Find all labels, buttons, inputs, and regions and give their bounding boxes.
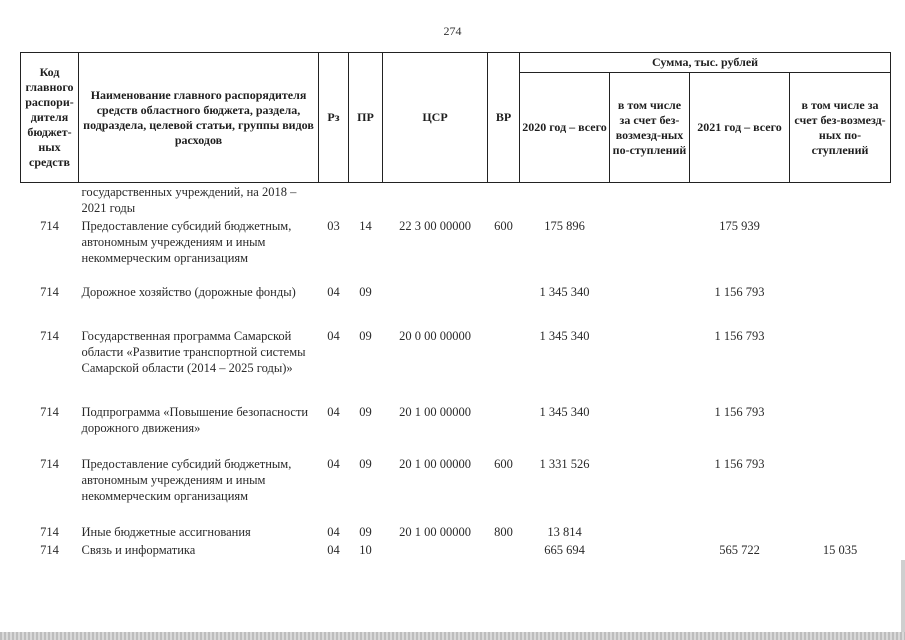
- cell-2021-total: [690, 183, 790, 218]
- cell-2020-free: [610, 523, 690, 541]
- cell-pr: 09: [359, 457, 372, 471]
- cell-code: 714: [40, 329, 59, 343]
- cell-rz: [319, 183, 349, 218]
- cell-pr: 10: [359, 543, 372, 557]
- cell-2020-total: 1 345 340: [539, 405, 590, 419]
- cell-2020-total: 13 814: [547, 525, 582, 539]
- cell-csr: 20 1 00 00000: [399, 405, 471, 419]
- table-row: [21, 217, 891, 283]
- cell-name: Связь и информатика: [81, 543, 196, 557]
- cell-code: 714: [40, 405, 59, 419]
- cell-rz: 04: [327, 285, 340, 299]
- cell-rz: 04: [327, 405, 340, 419]
- cell-code: 714: [40, 543, 59, 557]
- cell-2020-free: [610, 541, 690, 559]
- header-2021-free: в том числе за счет без-возмезд-ных по-ступлений: [790, 73, 891, 183]
- cell-vr: [488, 541, 520, 559]
- cell-name: Предоставление субсидий бюджетным, автономным учреждениям и иным некоммерческим организациям: [81, 457, 292, 503]
- cell-name: Подпрограмма «Повышение безопасности дорожного движения»: [81, 405, 309, 435]
- header-rz: Рз: [319, 53, 349, 183]
- cell-2020-free: [610, 403, 690, 455]
- cell-name: государственных учреждений, на 2018 – 2021 годы: [81, 185, 297, 215]
- cell-csr: [383, 283, 488, 327]
- cell-2020-free: [610, 217, 690, 283]
- header-vr: ВР: [488, 53, 520, 183]
- cell-name: Дорожное хозяйство (дорожные фонды): [81, 285, 296, 299]
- cell-code: [21, 183, 79, 218]
- cell-2021-total: 1 156 793: [714, 405, 765, 419]
- cell-code: 714: [40, 219, 59, 233]
- cell-2020-total: 1 331 526: [539, 457, 590, 471]
- cell-vr: [488, 327, 520, 403]
- cell-2020-total: 1 345 340: [539, 285, 590, 299]
- budget-table: [20, 52, 891, 559]
- cell-2021-total: 565 722: [719, 543, 760, 557]
- cell-2021-free: [790, 217, 891, 283]
- cell-csr: 20 1 00 00000: [399, 457, 471, 471]
- table-row: [21, 541, 891, 559]
- header-2020-free: в том числе за счет без-возмезд-ных по-ступлений: [610, 73, 690, 183]
- cell-rz: 03: [327, 219, 340, 233]
- cell-2020-free: [610, 283, 690, 327]
- cell-vr: [488, 283, 520, 327]
- cell-2021-free: [790, 523, 891, 541]
- cell-2020-free: [610, 455, 690, 523]
- cell-2020-total: 175 896: [544, 219, 585, 233]
- cell-csr: 20 0 00 00000: [399, 329, 471, 343]
- cell-2021-total: 1 156 793: [714, 329, 765, 343]
- cell-name: Иные бюджетные ассигнования: [81, 525, 251, 539]
- page-number: 274: [443, 24, 462, 38]
- table-row: [21, 183, 891, 218]
- cell-csr: 22 3 00 00000: [399, 219, 471, 233]
- table-body: [21, 183, 891, 560]
- cell-2021-total: [690, 523, 790, 541]
- table-row: [21, 455, 891, 523]
- cell-2020-total: 1 345 340: [539, 329, 590, 343]
- scan-edge-right: [901, 560, 905, 640]
- header-2020-total: 2020 год – всего: [520, 73, 610, 183]
- cell-2021-free: [790, 283, 891, 327]
- table-header: [21, 53, 891, 183]
- cell-2020-free: [610, 327, 690, 403]
- cell-rz: 04: [327, 329, 340, 343]
- header-2021-total: 2021 год – всего: [690, 73, 790, 183]
- cell-2021-total: 175 939: [719, 219, 760, 233]
- cell-csr: [383, 541, 488, 559]
- header-pr: ПР: [349, 53, 383, 183]
- cell-vr: 800: [494, 525, 513, 539]
- cell-rz: 04: [327, 525, 340, 539]
- cell-csr: 20 1 00 00000: [399, 525, 471, 539]
- cell-2021-total: 1 156 793: [714, 285, 765, 299]
- cell-2021-free: [790, 183, 891, 218]
- header-sum: Сумма, тыс. рублей: [520, 53, 891, 73]
- cell-2020-free: [610, 183, 690, 218]
- cell-pr: 09: [359, 329, 372, 343]
- cell-vr: [488, 403, 520, 455]
- cell-vr: 600: [494, 457, 513, 471]
- cell-pr: [349, 183, 383, 218]
- cell-name: Предоставление субсидий бюджетным, автономным учреждениям и иным некоммерческим организациям: [81, 219, 292, 265]
- cell-code: 714: [40, 285, 59, 299]
- cell-2021-free: [790, 455, 891, 523]
- header-code: Код главного распори-дителя бюджет-ных средств: [21, 53, 79, 183]
- cell-name: Государственная программа Самарской области «Развитие транспортной системы Самарской области (2014 – 2025 годы)»: [81, 329, 306, 375]
- header-csr: ЦСР: [383, 53, 488, 183]
- cell-2021-free: [790, 403, 891, 455]
- cell-2020-total: 665 694: [544, 543, 585, 557]
- cell-rz: 04: [327, 543, 340, 557]
- cell-2021-free: [790, 327, 891, 403]
- cell-pr: 09: [359, 405, 372, 419]
- cell-pr: 14: [359, 219, 372, 233]
- cell-code: 714: [40, 457, 59, 471]
- cell-pr: 09: [359, 525, 372, 539]
- cell-pr: 09: [359, 285, 372, 299]
- cell-vr: 600: [494, 219, 513, 233]
- cell-2021-total: 1 156 793: [714, 457, 765, 471]
- cell-2021-free: 15 035: [822, 543, 858, 557]
- table-row: [21, 523, 891, 541]
- scan-edge-bottom: [0, 632, 905, 640]
- table-row: [21, 403, 891, 455]
- cell-code: 714: [40, 525, 59, 539]
- cell-2020-total: [520, 183, 610, 218]
- table-row: [21, 327, 891, 403]
- cell-rz: 04: [327, 457, 340, 471]
- cell-vr: [488, 183, 520, 218]
- cell-csr: [383, 183, 488, 218]
- header-name: Наименование главного распорядителя средств областного бюджета, раздела, подраздела, целевой статьи, группы видов расходов: [79, 53, 319, 183]
- table-row: [21, 283, 891, 327]
